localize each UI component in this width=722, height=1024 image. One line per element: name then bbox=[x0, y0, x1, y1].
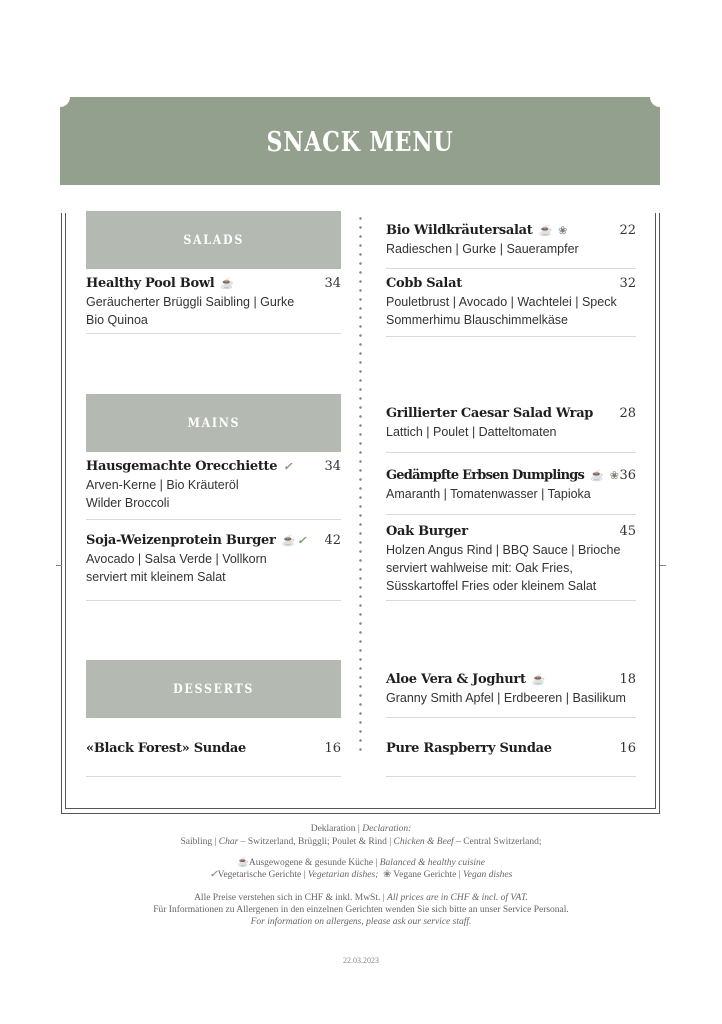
menu-item bbox=[386, 741, 636, 756]
leaf-icon: ❀ bbox=[383, 870, 392, 880]
item-rule bbox=[386, 336, 636, 337]
item-rule bbox=[86, 519, 341, 520]
footer-legend-bowl: ☕Ausgewogene & gesunde Küche | Balanced & healthy cuisine bbox=[236, 858, 486, 868]
footer-legend-diet: ✓Vegetarische Gerichte | Vegetarian dishes; ❀ Vegane Gerichte | Vegan dishes bbox=[209, 870, 513, 880]
item-name: Cobb Salat bbox=[386, 276, 462, 291]
frame-line bbox=[65, 213, 66, 808]
item-name: Bio Wildkräutersalat bbox=[386, 223, 533, 238]
footer-allergens: Für Informationen zu Allergenen in den einzelnen Gerichten wenden Sie sich bitte an unser Service Personal. bbox=[153, 905, 569, 915]
menu-item bbox=[386, 406, 636, 441]
frame-line bbox=[659, 213, 660, 813]
item-price: 42 bbox=[324, 533, 341, 548]
item-name: Gedämpfte Erbsen Dumplings bbox=[386, 468, 585, 483]
frame-tick bbox=[56, 565, 62, 566]
section-salads: SALADS bbox=[86, 211, 341, 269]
item-name: Hausgemachte Orecchiette bbox=[86, 459, 278, 474]
item-rule bbox=[386, 514, 636, 515]
item-price: 16 bbox=[619, 741, 636, 756]
footer-allergens-en: For information on allergens, please ask our service staff. bbox=[250, 917, 472, 927]
item-description: Amaranth | Tomatenwasser | Tapioka bbox=[386, 487, 591, 501]
item-name: «Black Forest» Sundae bbox=[86, 741, 246, 756]
item-rule bbox=[386, 452, 636, 453]
menu-item bbox=[86, 741, 341, 756]
item-description: Lattich | Poulet | Datteltomaten bbox=[386, 425, 557, 439]
menu-item bbox=[386, 223, 636, 258]
bowl-icon: ☕ bbox=[220, 277, 235, 290]
menu-item bbox=[386, 524, 636, 595]
column-divider bbox=[359, 214, 362, 754]
item-description: Pouletbrust | Avocado | Wachtelei | Speck bbox=[386, 295, 617, 309]
item-rule bbox=[386, 776, 636, 777]
item-name: Pure Raspberry Sundae bbox=[386, 741, 552, 756]
menu-item bbox=[386, 672, 636, 707]
item-rule bbox=[386, 600, 636, 601]
item-description: serviert mit kleinem Salat bbox=[86, 570, 226, 584]
frame-tick bbox=[660, 565, 666, 566]
item-price: 16 bbox=[324, 741, 341, 756]
item-price: 36 bbox=[619, 468, 636, 483]
item-description: Geräucherter Brüggli Saibling | Gurke bbox=[86, 295, 295, 309]
item-name: Aloe Vera & Joghurt bbox=[386, 672, 526, 687]
header-band bbox=[60, 97, 660, 185]
item-description: Süsskartoffel Fries oder kleinem Salat bbox=[386, 579, 597, 593]
section-mains: MAINS bbox=[86, 394, 341, 452]
item-description: Arven-Kerne | Bio Kräuteröl bbox=[86, 478, 239, 492]
bowl-icon: ☕ bbox=[538, 224, 553, 237]
frame-line bbox=[61, 213, 62, 813]
footer-declaration: Deklaration | Declaration: bbox=[310, 824, 412, 834]
item-description: Sommerhimu Blauschimmelkäse bbox=[386, 313, 569, 327]
item-price: 34 bbox=[324, 276, 341, 291]
item-name: Grillierter Caesar Salad Wrap bbox=[386, 406, 594, 421]
item-price: 45 bbox=[619, 524, 636, 539]
item-rule bbox=[386, 268, 636, 269]
frame-line bbox=[61, 813, 660, 814]
bowl-icon: ☕ bbox=[531, 673, 546, 686]
item-name: Healthy Pool Bowl bbox=[86, 276, 215, 291]
item-description: Avocado | Salsa Verde | Vollkorn bbox=[86, 552, 267, 566]
bowl-icon: ☕ bbox=[590, 469, 604, 482]
footer-date: 22.03.2023 bbox=[343, 956, 379, 965]
menu-title: SNACK MENU bbox=[266, 127, 454, 158]
item-description: serviert wahlweise mit: Oak Fries, bbox=[386, 561, 573, 575]
item-name: Oak Burger bbox=[386, 524, 468, 539]
vegetarian-icon: ✓ bbox=[283, 460, 293, 473]
item-name: Soja-Weizenprotein Burger bbox=[86, 533, 276, 548]
footer-origin: Saibling | Char – Switzerland, Brüggli; Poulet & Rind | Chicken & Beef – Central Switzerland; bbox=[180, 837, 542, 847]
item-rule bbox=[86, 776, 341, 777]
item-description: Holzen Angus Rind | BBQ Sauce | Brioche bbox=[386, 543, 621, 557]
vegetarian-icon: ✓ bbox=[297, 534, 307, 547]
menu-item bbox=[386, 276, 636, 329]
vegetarian-icon: ✓ bbox=[209, 870, 218, 880]
menu-item bbox=[86, 276, 341, 329]
item-rule bbox=[386, 717, 636, 718]
item-price: 18 bbox=[619, 672, 636, 687]
item-price: 32 bbox=[619, 276, 636, 291]
item-rule bbox=[86, 333, 341, 334]
item-description: Radieschen | Gurke | Sauerampfer bbox=[386, 242, 579, 256]
bowl-icon: ☕ bbox=[281, 534, 296, 547]
item-price: 28 bbox=[619, 406, 636, 421]
frame-line bbox=[65, 808, 656, 809]
leaf-icon: ❀ bbox=[609, 469, 619, 482]
menu-item bbox=[386, 468, 636, 503]
bowl-icon: ☕ bbox=[236, 858, 249, 868]
leaf-icon: ❀ bbox=[558, 224, 568, 237]
item-description: Granny Smith Apfel | Erdbeeren | Basilikum bbox=[386, 691, 626, 705]
menu-item bbox=[86, 459, 341, 512]
item-rule bbox=[86, 600, 341, 601]
item-description: Bio Quinoa bbox=[86, 313, 148, 327]
frame-line bbox=[655, 213, 656, 808]
item-price: 22 bbox=[619, 223, 636, 238]
menu-item bbox=[86, 533, 341, 586]
item-price: 34 bbox=[324, 459, 341, 474]
section-desserts: DESSERTS bbox=[86, 660, 341, 718]
footer-prices: Alle Preise verstehen sich in CHF & inkl. MwSt. | All prices are in CHF & incl. of VAT. bbox=[194, 893, 528, 903]
item-description: Wilder Broccoli bbox=[86, 496, 170, 510]
